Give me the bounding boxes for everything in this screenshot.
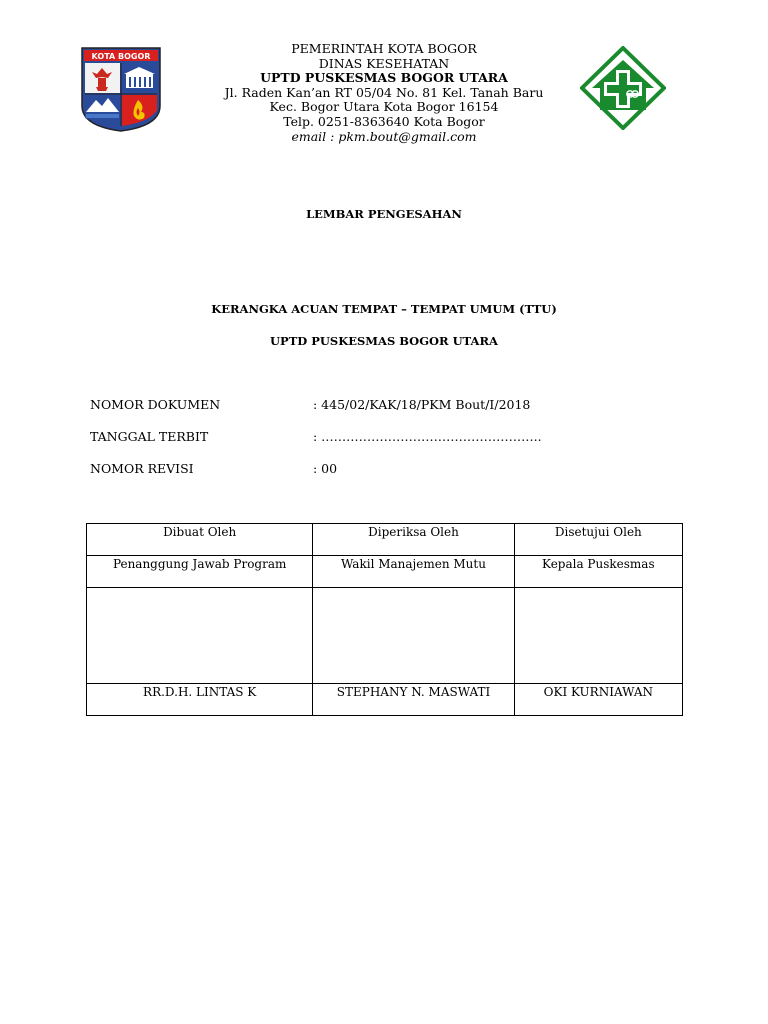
table-role-row — [87, 556, 683, 588]
table-signature-row — [87, 588, 683, 684]
table-header-row — [87, 524, 683, 556]
name-prepared-by: RR.D.H. LINTAS K — [143, 685, 257, 699]
header-prepared-by: Dibuat Oleh — [163, 525, 237, 539]
table-cell — [514, 556, 682, 588]
puskesmas-emblem-icon — [580, 46, 666, 130]
name-checked-by: STEPHANY N. MASWATI — [336, 685, 491, 699]
kota-bogor-logo — [80, 46, 162, 132]
header-approved-by: Disetujui Oleh — [554, 525, 642, 539]
table-cell — [313, 684, 514, 716]
field-value-revision-number: : 00 — [313, 461, 338, 476]
letterhead-district: Kec. Bogor Utara Kota Bogor 16154 — [269, 99, 499, 115]
table-cell — [514, 684, 682, 716]
field-label-revision-number: NOMOR REVISI — [90, 461, 194, 476]
signature-cell — [313, 588, 514, 684]
header-checked-by: Diperiksa Oleh — [368, 525, 459, 539]
table-cell — [313, 556, 514, 588]
letterhead — [180, 42, 588, 144]
role-program-lead: Penanggung Jawab Program — [112, 557, 287, 571]
letterhead-email: email : pkm.bout@gmail.com — [291, 128, 477, 144]
field-label-document-number: NOMOR DOKUMEN — [90, 397, 221, 412]
puskesmas-logo — [580, 46, 666, 130]
logo-banner-text: KOTA BOGOR — [91, 52, 151, 61]
letterhead-institution: UPTD PUSKESMAS BOGOR UTARA — [260, 70, 508, 86]
name-approved-by: OKI KURNIAWAN — [543, 685, 654, 699]
field-label-issue-date: TANGGAL TERBIT — [90, 429, 209, 444]
letterhead-government: PEMERINTAH KOTA BOGOR — [291, 41, 477, 56]
document-title: LEMBAR PENGESAHAN — [306, 207, 462, 221]
signature-table — [86, 523, 683, 716]
letterhead-department: DINAS KESEHATAN — [318, 55, 450, 71]
table-cell — [313, 524, 514, 556]
role-quality-manager: Wakil Manajemen Mutu — [341, 557, 486, 571]
coat-of-arms-icon — [80, 46, 162, 132]
signature-cell — [87, 588, 313, 684]
field-value-document-number: : 445/02/KAK/18/PKM Bout/I/2018 — [313, 397, 531, 412]
letterhead-phone: Telp. 0251-8363640 Kota Bogor — [283, 113, 485, 129]
letterhead-address: Jl. Raden Kan’an RT 05/04 No. 81 Kel. Tanah Baru — [224, 84, 544, 100]
table-cell — [514, 524, 682, 556]
table-name-row — [87, 684, 683, 716]
role-head: Kepala Puskesmas — [542, 557, 655, 571]
table-cell — [87, 556, 313, 588]
table-cell — [87, 684, 313, 716]
document-institution: UPTD PUSKESMAS BOGOR UTARA — [270, 334, 498, 348]
field-value-issue-date: : …………………………………………….. — [313, 429, 542, 444]
signature-cell — [514, 588, 682, 684]
table-cell — [87, 524, 313, 556]
document-subtitle: KERANGKA ACUAN TEMPAT – TEMPAT UMUM (TTU) — [211, 302, 557, 316]
